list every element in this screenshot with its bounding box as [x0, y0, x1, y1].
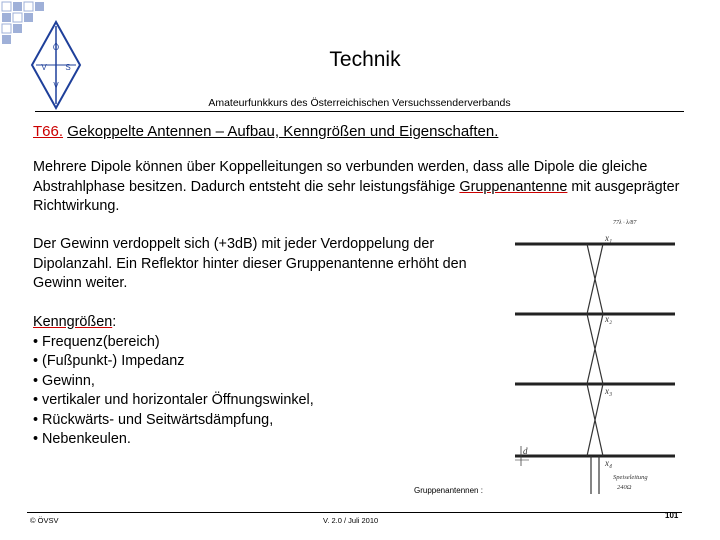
figure-label-d: d — [523, 446, 528, 456]
parameter-list — [33, 313, 473, 450]
list-item: • Frequenz(bereich) — [33, 333, 160, 350]
term-gruppenantenne: Gruppenantenne — [459, 178, 568, 195]
figure-label-feedline: Speiseleitung — [613, 474, 648, 481]
svg-text:V: V — [53, 81, 59, 90]
svg-text:S: S — [65, 63, 71, 72]
svg-text:V: V — [41, 63, 47, 72]
paragraph-intro — [33, 158, 693, 217]
group-antenna-figure — [503, 210, 688, 498]
p1-text-before: Mehrere Dipole können über Koppelleitungen so verbunden werden, dass alle Dipole die gleiche Abstrahlphase besitzen. Dadurch entsteht die sehr leistungsfähige — [33, 159, 648, 195]
paragraph-gain: Der Gewinn verdoppelt sich (+3dB) mit jeder Verdoppelung der Dipolanzahl. Ein Reflektor hinter dieser Gruppenantenne erhöht den Gewinn weiter. — [33, 236, 467, 291]
section-title: Gekoppelte Antennen – Aufbau, Kenngrößen und Eigenschaften. — [67, 123, 499, 140]
p1-text-after: mit ausgeprägter Richtwirkung. — [33, 178, 680, 214]
footer-divider — [27, 512, 682, 513]
section-number: T66. — [33, 123, 64, 140]
list-item: • Nebenkeulen. — [33, 431, 131, 447]
figure-label-x3: x₃ — [605, 386, 613, 396]
footer-copyright: © ÖVSV — [30, 516, 59, 525]
page-number: 101 — [665, 511, 679, 520]
figure-label-impedance: 240Ω — [617, 484, 632, 491]
list-item: • Gewinn, — [33, 372, 95, 389]
list-item: • vertikaler und horizontaler Öffnungswinkel, — [33, 392, 314, 408]
figure-caption: Gruppenantennen : — [414, 486, 483, 495]
list-title: Kenngrößen — [33, 314, 113, 330]
figure-label-x2: x₂ — [605, 314, 613, 324]
list-title-colon: : — [112, 314, 117, 330]
page-title: Technik — [329, 48, 401, 71]
page-subtitle: Amateurfunkkurs des Österreichischen Versuchssenderverbands — [208, 97, 511, 109]
section-heading — [33, 123, 498, 140]
footer-version: V. 2.0 / Juli 2010 — [323, 516, 379, 525]
figure-label-x4: x₄ — [605, 458, 613, 468]
header-divider — [35, 111, 684, 112]
list-item: • (Fußpunkt-) Impedanz — [33, 353, 185, 369]
list-title-line — [33, 313, 473, 333]
figure-label-x1: x₁ — [605, 233, 613, 243]
svg-text:Ö: Ö — [52, 43, 60, 52]
list-item: • Rückwärts- und Seitwärtsdämpfung, — [33, 411, 274, 428]
figure-label-top: 77λ · λ/87 — [613, 220, 637, 226]
